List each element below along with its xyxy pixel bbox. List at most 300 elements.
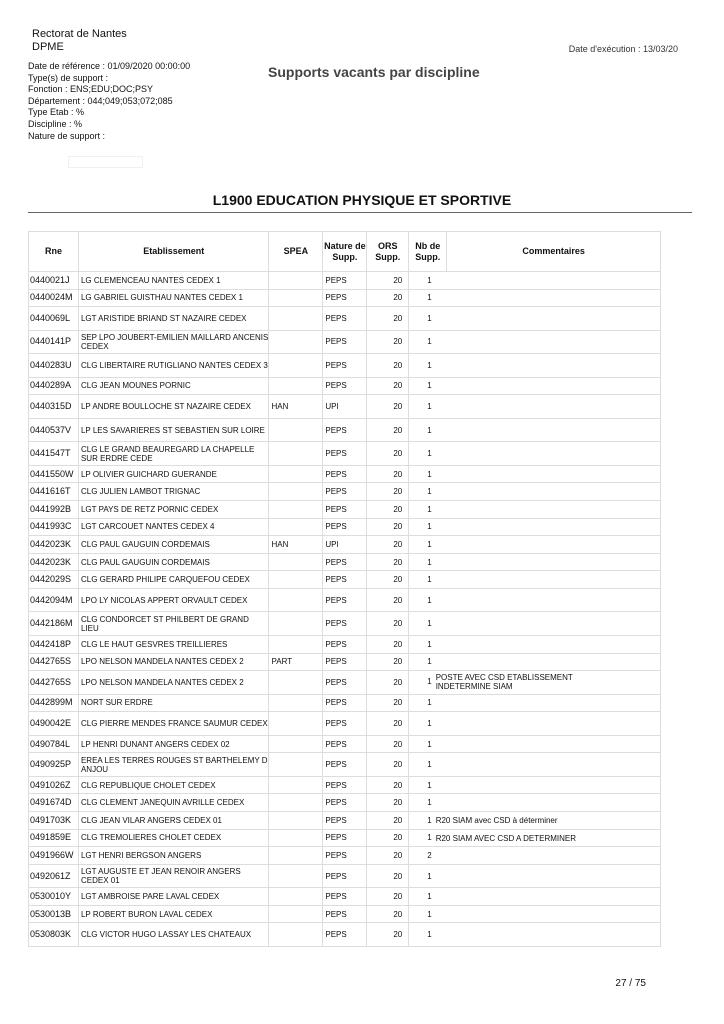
- nb-value: 1: [427, 360, 432, 370]
- nb-value: 1: [427, 449, 432, 459]
- table-row: [29, 536, 661, 554]
- cell-nature: PEPS: [323, 829, 367, 847]
- table-row: [29, 923, 661, 947]
- cell-nb: [409, 518, 661, 536]
- blank-field: [68, 156, 143, 168]
- cell-ors: 20: [367, 812, 409, 830]
- cell-ors: 20: [367, 354, 409, 378]
- table-row: [29, 735, 661, 753]
- cell-rne: 0530013B: [29, 905, 79, 923]
- cell-ors: 20: [367, 377, 409, 395]
- execution-date: Date d'exécution : 13/03/20: [568, 44, 678, 54]
- cell-nb: [409, 735, 661, 753]
- cell-etablissement: LG GABRIEL GUISTHAU NANTES CEDEX 1: [78, 289, 269, 307]
- cell-rne: 0441992B: [29, 500, 79, 518]
- cell-nature: PEPS: [323, 377, 367, 395]
- table-row: [29, 794, 661, 812]
- cell-spea: [269, 330, 323, 354]
- cell-spea: [269, 923, 323, 947]
- param-reference-date: Date de référence : 01/09/2020 00:00:00: [28, 61, 191, 71]
- cell-spea: [269, 794, 323, 812]
- column-header-ors: ORS Supp.: [367, 232, 409, 272]
- cell-nature: PEPS: [323, 553, 367, 571]
- cell-spea: [269, 377, 323, 395]
- cell-etablissement: CLG REPUBLIQUE CHOLET CEDEX: [78, 776, 269, 794]
- cell-spea: [269, 635, 323, 653]
- cell-spea: [269, 307, 323, 331]
- cell-nature: PEPS: [323, 612, 367, 636]
- cell-rne: 0442765S: [29, 671, 79, 695]
- cell-spea: HAN: [269, 536, 323, 554]
- cell-ors: 20: [367, 829, 409, 847]
- cell-ors: 20: [367, 712, 409, 736]
- table-row: [29, 888, 661, 906]
- cell-nature: PEPS: [323, 635, 367, 653]
- cell-spea: [269, 465, 323, 483]
- table-row: [29, 518, 661, 536]
- nb-value: 1: [427, 871, 432, 881]
- nb-value: 1: [427, 539, 432, 549]
- cell-nb: [409, 905, 661, 923]
- cell-etablissement: LP HENRI DUNANT ANGERS CEDEX 02: [78, 735, 269, 753]
- cell-nature: UPI: [323, 536, 367, 554]
- cell-ors: 20: [367, 272, 409, 290]
- cell-nb: [409, 307, 661, 331]
- cell-ors: 20: [367, 588, 409, 612]
- cell-nb: [409, 377, 661, 395]
- param-support-nature: Nature de support :: [28, 130, 106, 141]
- cell-spea: [269, 888, 323, 906]
- cell-etablissement: LPO LY NICOLAS APPERT ORVAULT CEDEX: [78, 588, 269, 612]
- cell-etablissement: LP OLIVIER GUICHARD GUERANDE: [78, 465, 269, 483]
- cell-etablissement: CLG LIBERTAIRE RUTIGLIANO NANTES CEDEX 3: [78, 354, 269, 378]
- cell-rne: 0440024M: [29, 289, 79, 307]
- cell-spea: [269, 712, 323, 736]
- cell-rne: 0442765S: [29, 653, 79, 671]
- cell-ors: 20: [367, 500, 409, 518]
- cell-spea: [269, 905, 323, 923]
- cell-spea: [269, 483, 323, 501]
- nb-value: 1: [427, 677, 432, 687]
- table-body: [29, 272, 661, 947]
- cell-nature: PEPS: [323, 272, 367, 290]
- cell-rne: 0440537V: [29, 418, 79, 442]
- cell-nb: [409, 923, 661, 947]
- cell-rne: 0442418P: [29, 635, 79, 653]
- cell-ors: 20: [367, 864, 409, 888]
- nb-value: 1: [427, 575, 432, 585]
- nb-value: 2: [427, 850, 432, 860]
- cell-rne: 0530803K: [29, 923, 79, 947]
- cell-spea: [269, 588, 323, 612]
- table-row: [29, 289, 661, 307]
- cell-etablissement: CLG JULIEN LAMBOT TRIGNAC: [78, 483, 269, 501]
- cell-spea: [269, 272, 323, 290]
- table-row: [29, 864, 661, 888]
- cell-rne: 0442023K: [29, 536, 79, 554]
- cell-etablissement: CLG CLEMENT JANEQUIN AVRILLE CEDEX: [78, 794, 269, 812]
- cell-nb: [409, 442, 661, 466]
- table-row: [29, 847, 661, 865]
- cell-nb: [409, 500, 661, 518]
- cell-rne: 0442899M: [29, 694, 79, 712]
- cell-etablissement: SEP LPO JOUBERT-EMILIEN MAILLARD ANCENIS CEDEX: [78, 330, 269, 354]
- cell-nature: PEPS: [323, 923, 367, 947]
- param-etab-type: Type Etab : %: [28, 107, 85, 118]
- table-row: [29, 377, 661, 395]
- nb-value: 1: [427, 639, 432, 649]
- column-header-nature: Nature de Supp.: [323, 232, 367, 272]
- cell-rne: 0491966W: [29, 847, 79, 865]
- nb-value: 1: [427, 595, 432, 605]
- cell-nature: PEPS: [323, 694, 367, 712]
- cell-nature: PEPS: [323, 500, 367, 518]
- report-parameters: [28, 61, 190, 142]
- cell-nature: PEPS: [323, 418, 367, 442]
- column-header-etablissement: Etablissement: [78, 232, 269, 272]
- cell-rne: 0440021J: [29, 272, 79, 290]
- cell-spea: [269, 694, 323, 712]
- cell-rne: 0441547T: [29, 442, 79, 466]
- cell-nb: [409, 653, 661, 671]
- param-function: Fonction : ENS;EDU;DOC;PSY: [28, 84, 154, 95]
- cell-ors: 20: [367, 735, 409, 753]
- nb-value: 1: [427, 892, 432, 902]
- cell-nature: PEPS: [323, 812, 367, 830]
- table-row: [29, 694, 661, 712]
- cell-ors: 20: [367, 536, 409, 554]
- nb-value: 1: [427, 381, 432, 391]
- cell-ors: 20: [367, 671, 409, 695]
- cell-ors: 20: [367, 442, 409, 466]
- nb-value: 1: [427, 739, 432, 749]
- cell-ors: 20: [367, 888, 409, 906]
- cell-ors: 20: [367, 653, 409, 671]
- cell-spea: [269, 812, 323, 830]
- cell-nb: [409, 571, 661, 589]
- nb-value: 1: [427, 833, 432, 843]
- cell-rne: 0530010Y: [29, 888, 79, 906]
- column-header-nb: Nb de Supp.: [409, 232, 447, 272]
- cell-etablissement: CLG LE HAUT GESVRES TREILLIERES: [78, 635, 269, 653]
- page-number: 27 / 75: [615, 978, 646, 989]
- cell-nb: [409, 483, 661, 501]
- cell-nature: PEPS: [323, 753, 367, 777]
- cell-spea: HAN: [269, 395, 323, 419]
- column-header-rne: Rne: [29, 232, 79, 272]
- param-department: Département : 044;049;053;072;085: [28, 95, 173, 106]
- cell-ors: 20: [367, 553, 409, 571]
- cell-ors: 20: [367, 635, 409, 653]
- cell-nature: PEPS: [323, 653, 367, 671]
- table-row: [29, 418, 661, 442]
- cell-nb: [409, 888, 661, 906]
- cell-rne: 0440283U: [29, 354, 79, 378]
- param-discipline: Discipline : %: [28, 118, 83, 129]
- cell-nb: [409, 588, 661, 612]
- cell-ors: 20: [367, 753, 409, 777]
- cell-nature: PEPS: [323, 888, 367, 906]
- cell-nb: [409, 612, 661, 636]
- cell-nb: [409, 272, 661, 290]
- report-title: Supports vacants par discipline: [268, 64, 480, 80]
- cell-ors: 20: [367, 483, 409, 501]
- cell-nature: PEPS: [323, 905, 367, 923]
- cell-spea: [269, 354, 323, 378]
- cell-etablissement: CLG JEAN VILAR ANGERS CEDEX 01: [78, 812, 269, 830]
- comment-text: POSTE AVEC CSD ETABLISSEMENT INDETERMINE SIAM: [435, 673, 573, 692]
- nb-value: 1: [427, 487, 432, 497]
- cell-nb: [409, 753, 661, 777]
- cell-rne: 0492061Z: [29, 864, 79, 888]
- table-row: [29, 829, 661, 847]
- cell-spea: [269, 553, 323, 571]
- cell-etablissement: CLG GERARD PHILIPE CARQUEFOU CEDEX: [78, 571, 269, 589]
- cell-spea: [269, 418, 323, 442]
- cell-etablissement: LGT AMBROISE PARE LAVAL CEDEX: [78, 888, 269, 906]
- table-row: [29, 712, 661, 736]
- cell-spea: [269, 571, 323, 589]
- cell-rne: 0490784L: [29, 735, 79, 753]
- cell-rne: 0442094M: [29, 588, 79, 612]
- cell-nb: [409, 395, 661, 419]
- table-row: [29, 395, 661, 419]
- cell-nb: [409, 553, 661, 571]
- cell-nature: PEPS: [323, 571, 367, 589]
- nb-value: 1: [427, 337, 432, 347]
- nb-value: 1: [427, 718, 432, 728]
- cell-nature: UPI: [323, 395, 367, 419]
- cell-nb: [409, 794, 661, 812]
- cell-etablissement: CLG TREMOLIERES CHOLET CEDEX: [78, 829, 269, 847]
- cell-nb: [409, 330, 661, 354]
- cell-rne: 0442023K: [29, 553, 79, 571]
- cell-nature: PEPS: [323, 330, 367, 354]
- cell-nature: PEPS: [323, 735, 367, 753]
- cell-etablissement: CLG CONDORCET ST PHILBERT DE GRAND LIEU: [78, 612, 269, 636]
- cell-rne: 0490925P: [29, 753, 79, 777]
- cell-rne: 0491859E: [29, 829, 79, 847]
- cell-nature: PEPS: [323, 776, 367, 794]
- table-row: [29, 553, 661, 571]
- table-row: [29, 635, 661, 653]
- table-row: [29, 500, 661, 518]
- cell-rne: 0441550W: [29, 465, 79, 483]
- cell-rne: 0440141P: [29, 330, 79, 354]
- table-row: [29, 442, 661, 466]
- cell-etablissement: LGT ARISTIDE BRIAND ST NAZAIRE CEDEX: [78, 307, 269, 331]
- nb-value: 1: [427, 402, 432, 412]
- cell-spea: PART: [269, 653, 323, 671]
- table-row: [29, 753, 661, 777]
- cell-rne: 0440315D: [29, 395, 79, 419]
- nb-value: 1: [427, 760, 432, 770]
- cell-rne: 0442186M: [29, 612, 79, 636]
- cell-nature: PEPS: [323, 864, 367, 888]
- cell-nb: [409, 635, 661, 653]
- cell-spea: [269, 847, 323, 865]
- cell-ors: 20: [367, 794, 409, 812]
- nb-value: 1: [427, 293, 432, 303]
- param-support-types: Type(s) de support :: [28, 72, 109, 83]
- cell-etablissement: CLG PAUL GAUGUIN CORDEMAIS: [78, 536, 269, 554]
- cell-nb: [409, 712, 661, 736]
- nb-value: 1: [427, 780, 432, 790]
- cell-etablissement: EREA LES TERRES ROUGES ST BARTHELEMY D ANJOU: [78, 753, 269, 777]
- cell-ors: 20: [367, 847, 409, 865]
- cell-nature: PEPS: [323, 588, 367, 612]
- cell-spea: [269, 864, 323, 888]
- nb-value: 1: [427, 698, 432, 708]
- supports-table: [28, 231, 661, 947]
- cell-rne: 0440069L: [29, 307, 79, 331]
- table-row: [29, 671, 661, 695]
- cell-etablissement: LGT PAYS DE RETZ PORNIC CEDEX: [78, 500, 269, 518]
- cell-ors: 20: [367, 307, 409, 331]
- table-row: [29, 465, 661, 483]
- cell-nature: PEPS: [323, 483, 367, 501]
- cell-ors: 20: [367, 776, 409, 794]
- cell-nb: [409, 776, 661, 794]
- cell-nb: [409, 465, 661, 483]
- table-row: [29, 330, 661, 354]
- table-row: [29, 812, 661, 830]
- nb-value: 1: [427, 313, 432, 323]
- cell-nb: [409, 671, 661, 695]
- cell-ors: 20: [367, 694, 409, 712]
- cell-rne: 0441993C: [29, 518, 79, 536]
- nb-value: 1: [427, 619, 432, 629]
- cell-etablissement: LGT CARCOUET NANTES CEDEX 4: [78, 518, 269, 536]
- cell-ors: 20: [367, 612, 409, 636]
- cell-nb: [409, 418, 661, 442]
- cell-rne: 0491674D: [29, 794, 79, 812]
- cell-nature: PEPS: [323, 354, 367, 378]
- cell-nb: [409, 864, 661, 888]
- cell-nature: PEPS: [323, 671, 367, 695]
- cell-nature: PEPS: [323, 289, 367, 307]
- cell-ors: 20: [367, 418, 409, 442]
- cell-etablissement: LPO NELSON MANDELA NANTES CEDEX 2: [78, 653, 269, 671]
- cell-spea: [269, 671, 323, 695]
- cell-ors: 20: [367, 923, 409, 947]
- cell-etablissement: LP ANDRE BOULLOCHE ST NAZAIRE CEDEX: [78, 395, 269, 419]
- table-row: [29, 905, 661, 923]
- cell-spea: [269, 753, 323, 777]
- cell-nb: [409, 847, 661, 865]
- cell-nb: [409, 694, 661, 712]
- cell-ors: 20: [367, 905, 409, 923]
- cell-nb: [409, 829, 661, 847]
- cell-ors: 20: [367, 330, 409, 354]
- cell-spea: [269, 442, 323, 466]
- cell-ors: 20: [367, 518, 409, 536]
- cell-ors: 20: [367, 289, 409, 307]
- cell-rne: 0491703K: [29, 812, 79, 830]
- nb-value: 1: [427, 930, 432, 940]
- table-row: [29, 776, 661, 794]
- column-header-spea: SPEA: [269, 232, 323, 272]
- cell-etablissement: LG CLEMENCEAU NANTES CEDEX 1: [78, 272, 269, 290]
- table-header-row: [29, 232, 661, 272]
- table-row: [29, 571, 661, 589]
- cell-etablissement: LP ROBERT BURON LAVAL CEDEX: [78, 905, 269, 923]
- cell-etablissement: LPO NELSON MANDELA NANTES CEDEX 2: [78, 671, 269, 695]
- cell-ors: 20: [367, 465, 409, 483]
- section-divider: [28, 212, 692, 213]
- cell-etablissement: CLG PAUL GAUGUIN CORDEMAIS: [78, 553, 269, 571]
- table-row: [29, 588, 661, 612]
- cell-etablissement: CLG PIERRE MENDES FRANCE SAUMUR CEDEX: [78, 712, 269, 736]
- cell-nature: PEPS: [323, 307, 367, 331]
- nb-value: 1: [427, 425, 432, 435]
- cell-rne: 0440289A: [29, 377, 79, 395]
- cell-nature: PEPS: [323, 518, 367, 536]
- cell-rne: 0490042E: [29, 712, 79, 736]
- table-row: [29, 612, 661, 636]
- cell-rne: 0491026Z: [29, 776, 79, 794]
- nb-value: 1: [427, 798, 432, 808]
- cell-spea: [269, 829, 323, 847]
- nb-value: 1: [427, 909, 432, 919]
- nb-value: 1: [427, 522, 432, 532]
- comment-text: R20 SIAM avec CSD à déterminer: [435, 815, 558, 825]
- nb-value: 1: [427, 275, 432, 285]
- cell-etablissement: CLG LE GRAND BEAUREGARD LA CHAPELLE SUR ERDRE CEDE: [78, 442, 269, 466]
- cell-rne: 0441616T: [29, 483, 79, 501]
- cell-nb: [409, 812, 661, 830]
- table-row: [29, 272, 661, 290]
- table-row: [29, 307, 661, 331]
- cell-spea: [269, 500, 323, 518]
- cell-spea: [269, 518, 323, 536]
- org-name: Rectorat de Nantes: [32, 28, 127, 40]
- cell-nature: PEPS: [323, 442, 367, 466]
- cell-nb: [409, 289, 661, 307]
- cell-etablissement: CLG VICTOR HUGO LASSAY LES CHATEAUX: [78, 923, 269, 947]
- nb-value: 1: [427, 469, 432, 479]
- cell-etablissement: LGT HENRI BERGSON ANGERS: [78, 847, 269, 865]
- cell-etablissement: LP LES SAVARIERES ST SEBASTIEN SUR LOIRE: [78, 418, 269, 442]
- cell-spea: [269, 289, 323, 307]
- cell-nature: PEPS: [323, 847, 367, 865]
- column-header-commentaires: Commentaires: [447, 232, 661, 272]
- nb-value: 1: [427, 657, 432, 667]
- nb-value: 1: [427, 815, 432, 825]
- section-title: L1900 EDUCATION PHYSIQUE ET SPORTIVE: [212, 192, 512, 208]
- comment-text: R20 SIAM AVEC CSD A DETERMINER: [435, 833, 577, 843]
- org-unit: DPME: [32, 41, 64, 53]
- cell-ors: 20: [367, 571, 409, 589]
- cell-spea: [269, 776, 323, 794]
- cell-etablissement: LGT AUGUSTE ET JEAN RENOIR ANGERS CEDEX 01: [78, 864, 269, 888]
- table-row: [29, 483, 661, 501]
- organization-block: [32, 28, 127, 54]
- cell-nature: PEPS: [323, 465, 367, 483]
- table-row: [29, 653, 661, 671]
- cell-spea: [269, 735, 323, 753]
- cell-etablissement: CLG JEAN MOUNES PORNIC: [78, 377, 269, 395]
- cell-nature: PEPS: [323, 712, 367, 736]
- cell-spea: [269, 612, 323, 636]
- cell-ors: 20: [367, 395, 409, 419]
- table-row: [29, 354, 661, 378]
- cell-etablissement: NORT SUR ERDRE: [78, 694, 269, 712]
- cell-rne: 0442029S: [29, 571, 79, 589]
- cell-nature: PEPS: [323, 794, 367, 812]
- nb-value: 1: [427, 504, 432, 514]
- nb-value: 1: [427, 557, 432, 567]
